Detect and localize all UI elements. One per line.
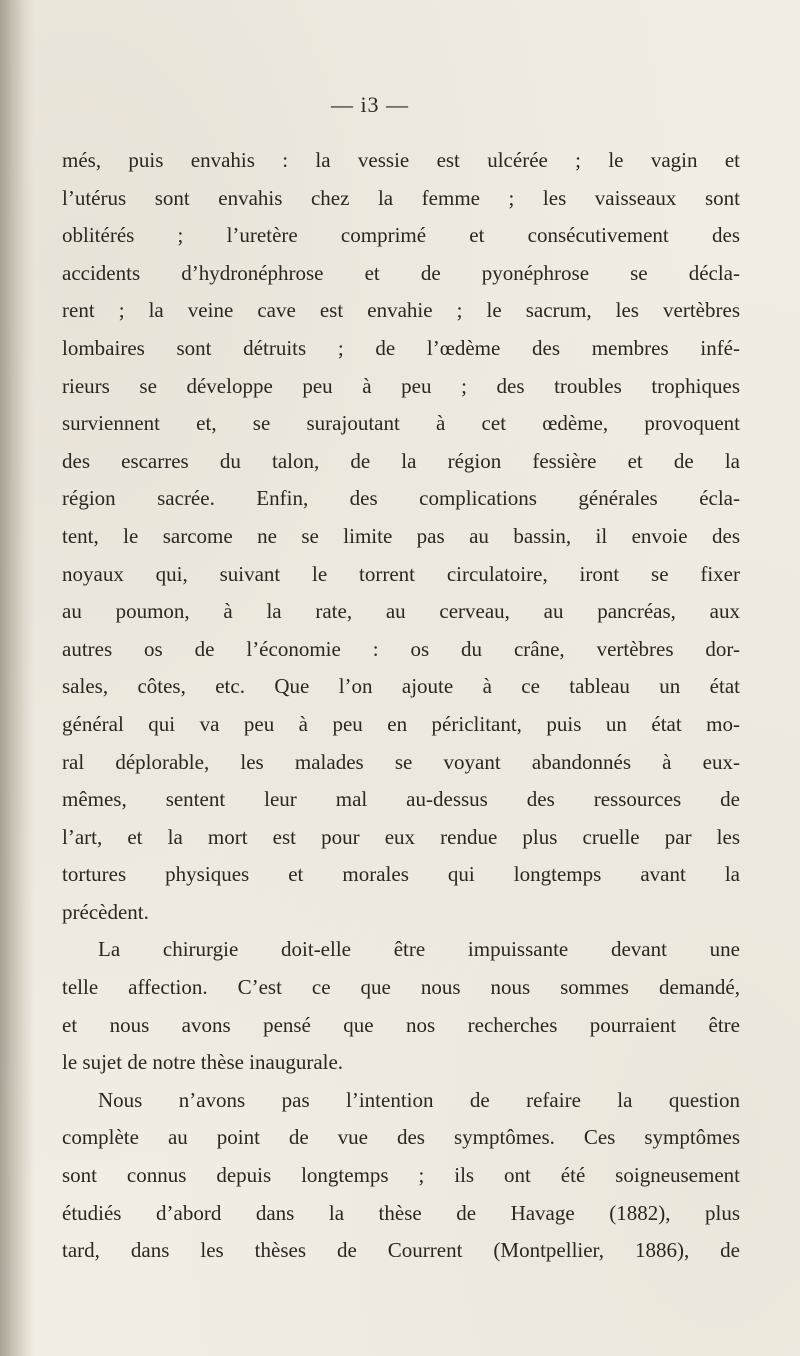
text-line: oblitérés ; l’uretère comprimé et consécutivement des <box>62 223 740 248</box>
text-line: autres os de l’économie : os du crâne, vertèbres dor- <box>62 636 740 661</box>
text-line: précèdent. <box>62 899 149 924</box>
text-line: des escarres du talon, de la région fessière et de la <box>62 448 740 473</box>
text-line: rieurs se développe peu à peu ; des troubles trophiques <box>62 373 740 398</box>
text-line: au poumon, à la rate, au cerveau, au pancréas, aux <box>62 599 740 624</box>
text-line: mêmes, sentent leur mal au-dessus des ressources de <box>62 787 740 812</box>
text-line: accidents d’hydronéphrose et de pyonéphrose se décla- <box>62 260 740 285</box>
text-line: lombaires sont détruits ; de l’œdème des membres infé- <box>62 335 740 360</box>
text-line: telle affection. C’est ce que nous nous sommes demandé, <box>62 975 740 1000</box>
text-line: complète au point de vue des symptômes. Ces symptômes <box>62 1125 740 1150</box>
text-line: tent, le sarcome ne se limite pas au bassin, il envoie des <box>62 523 740 548</box>
text-line: région sacrée. Enfin, des complications générales écla- <box>62 486 740 511</box>
text-line: La chirurgie doit-elle être impuissante devant une <box>98 937 740 962</box>
text-line: tard, dans les thèses de Courrent (Montpellier, 1886), de <box>62 1238 740 1263</box>
text-line: étudiés d’abord dans la thèse de Havage (1882), plus <box>62 1200 740 1225</box>
text-line: tortures physiques et morales qui longtemps avant la <box>62 862 740 887</box>
text-line: rent ; la veine cave est envahie ; le sacrum, les vertèbres <box>62 298 740 323</box>
text-line: noyaux qui, suivant le torrent circulatoire, iront se fixer <box>62 561 740 586</box>
body-text <box>62 142 740 1270</box>
text-line: l’utérus sont envahis chez la femme ; les vaisseaux sont <box>62 185 740 210</box>
text-line: surviennent et, se surajoutant à cet œdème, provoquent <box>62 411 740 436</box>
text-line: Nous n’avons pas l’intention de refaire la question <box>98 1087 740 1112</box>
text-line: l’art, et la mort est pour eux rendue plus cruelle par les <box>62 824 740 849</box>
text-line: sales, côtes, etc. Que l’on ajoute à ce tableau un état <box>62 674 740 699</box>
text-line: més, puis envahis : la vessie est ulcérée ; le vagin et <box>62 148 740 172</box>
page-number: — i3 — <box>330 92 410 117</box>
text-line: général qui va peu à peu en périclitant, puis un état mo- <box>62 711 740 736</box>
text-line: et nous avons pensé que nos recherches pourraient être <box>62 1012 740 1037</box>
text-line: ral déplorable, les malades se voyant abandonnés à eux- <box>62 749 740 774</box>
page-left-edge-shadow <box>0 0 34 1356</box>
text-line: sont connus depuis longtemps ; ils ont été soigneusement <box>62 1163 740 1188</box>
text-line: le sujet de notre thèse inaugurale. <box>62 1050 344 1075</box>
